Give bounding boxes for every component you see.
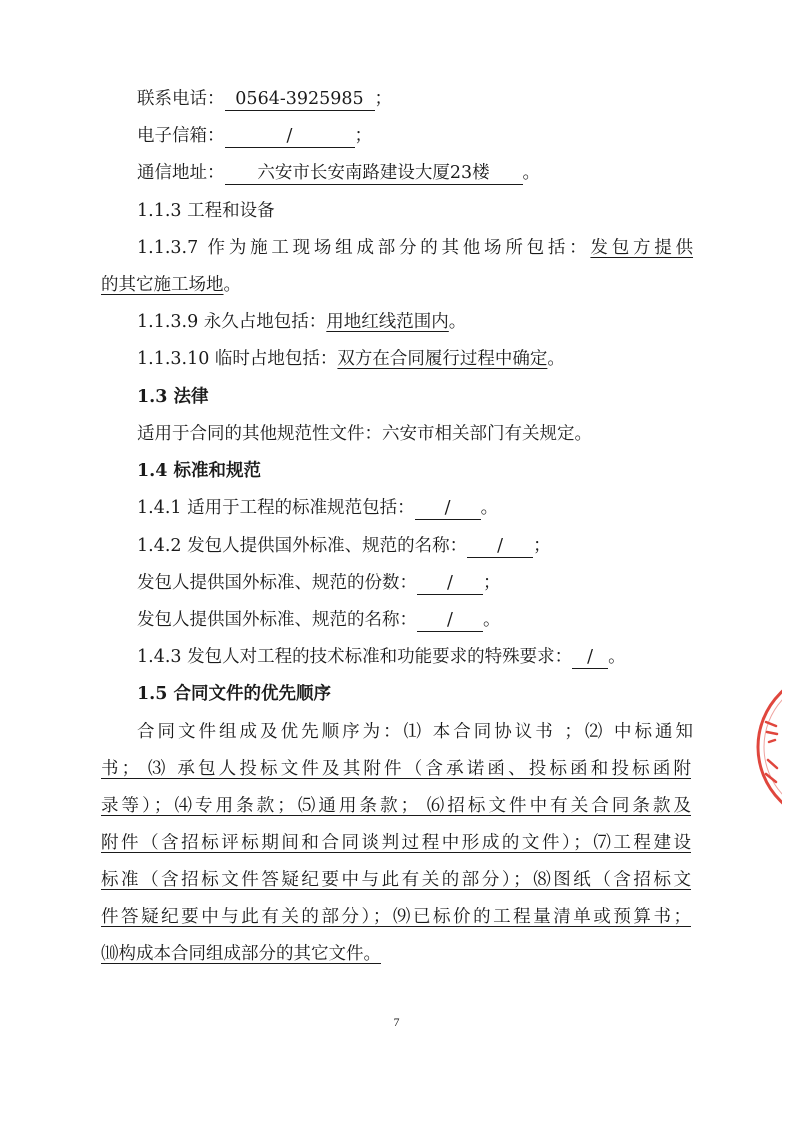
phone-value: 0564-3925985 <box>225 88 375 111</box>
foreign-standards-copies <box>137 571 693 595</box>
item-1-1-3-10-value: 双方在合同履行过程中确定 <box>337 349 548 369</box>
item-1-4-1-text: 1.4.1 适用于工程的标准规范包括： <box>137 498 415 518</box>
item-1-4-2-text: 1.4.2 发包人提供国外标准、规范的名称： <box>137 536 468 556</box>
item-1-4-1-value: / <box>415 497 481 520</box>
item-1-1-3-7-value-b: 的其它施工场地 <box>101 275 224 295</box>
item-1-1-3-7-end: 。 <box>223 275 241 295</box>
item-1-1-3-9 <box>137 310 693 334</box>
seal-stamp <box>752 682 782 812</box>
foreign-standards-names <box>137 608 693 632</box>
phone-label: 联系电话： <box>137 89 225 109</box>
item-1-4-2-value: / <box>467 535 533 558</box>
address-value: 六安市长安南路建设大厦23楼 <box>225 162 523 185</box>
names-value: / <box>417 609 483 632</box>
item-1-1-3-10-text: 1.1.3.10 临时占地包括： <box>137 349 338 369</box>
address-end: 。 <box>522 163 540 183</box>
item-1-4-1 <box>137 496 693 520</box>
copies-value: / <box>417 572 483 595</box>
item-1-1-3-9-value: 用地红线范围内 <box>326 312 449 332</box>
priority-line-3: 录等）；⑷专用条款；⑸通用条款； ⑹招标文件中有关合同条款及 <box>101 796 691 816</box>
item-1-1-3-10-end: 。 <box>547 349 565 369</box>
heading-1-1-3: 1.1.3 工程和设备 <box>137 201 275 221</box>
address-line <box>137 161 693 185</box>
email-label: 电子信箱： <box>137 126 225 146</box>
phone-line <box>137 87 693 111</box>
priority-line-6: 件答疑纪要中与此有关的部分）；⑼已标价的工程量清单或预算书； <box>101 907 691 927</box>
email-end: ； <box>354 126 372 146</box>
copies-text: 发包人提供国外标准、规范的份数： <box>137 573 417 593</box>
page-number: 7 <box>393 1015 400 1029</box>
priority-line-1: 合同文件组成及优先顺序为：⑴ 本合同协议书 ；⑵ 中标通知 <box>137 722 693 742</box>
priority-line-5: 标准（含招标文件答疑纪要中与此有关的部分）；⑻图纸（含招标文 <box>101 870 691 890</box>
item-1-4-3-end: 。 <box>608 647 626 667</box>
email-line <box>137 124 693 148</box>
heading-1-3: 1.3 法律 <box>137 387 209 407</box>
priority-line-2: 书； ⑶ 承包人投标文件及其附件（含承诺函、投标函和投标函附 <box>101 759 691 779</box>
item-1-4-2-end: ； <box>533 536 551 556</box>
names-text: 发包人提供国外标准、规范的名称： <box>137 610 417 630</box>
item-1-4-1-end: 。 <box>480 498 499 518</box>
item-1-1-3-7-line2 <box>101 273 691 297</box>
item-1-4-3-text: 1.4.3 发包人对工程的技术标准和功能要求的特殊要求： <box>137 647 573 667</box>
law-body: 适用于合同的其他规范性文件：六安市相关部门有关规定。 <box>137 424 592 444</box>
item-1-1-3-7-value-a: 发包方提供 <box>590 238 694 258</box>
heading-1-4: 1.4 标准和规范 <box>137 461 262 481</box>
priority-line-7: ⑽构成本合同组成部分的其它文件。 <box>101 944 381 964</box>
item-1-4-3-value: / <box>572 646 608 669</box>
item-1-1-3-7-text: 1.1.3.7 作为施工现场组成部分的其他场所包括： <box>137 238 591 258</box>
names-end: 。 <box>483 610 501 630</box>
item-1-1-3-7-line1 <box>137 236 693 260</box>
email-value: / <box>225 125 355 148</box>
item-1-1-3-10 <box>137 347 693 371</box>
item-1-1-3-9-text: 1.1.3.9 永久占地包括： <box>137 312 327 332</box>
item-1-4-2 <box>137 534 693 558</box>
phone-end: ； <box>374 89 392 109</box>
item-1-1-3-9-end: 。 <box>448 312 467 332</box>
address-label: 通信地址： <box>137 163 225 183</box>
priority-line-4: 附件（含招标评标期间和合同谈判过程中形成的文件）；⑺工程建设 <box>101 833 691 853</box>
item-1-4-3 <box>137 645 693 669</box>
heading-1-5: 1.5 合同文件的优先顺序 <box>137 684 332 704</box>
copies-end: ； <box>483 573 501 593</box>
